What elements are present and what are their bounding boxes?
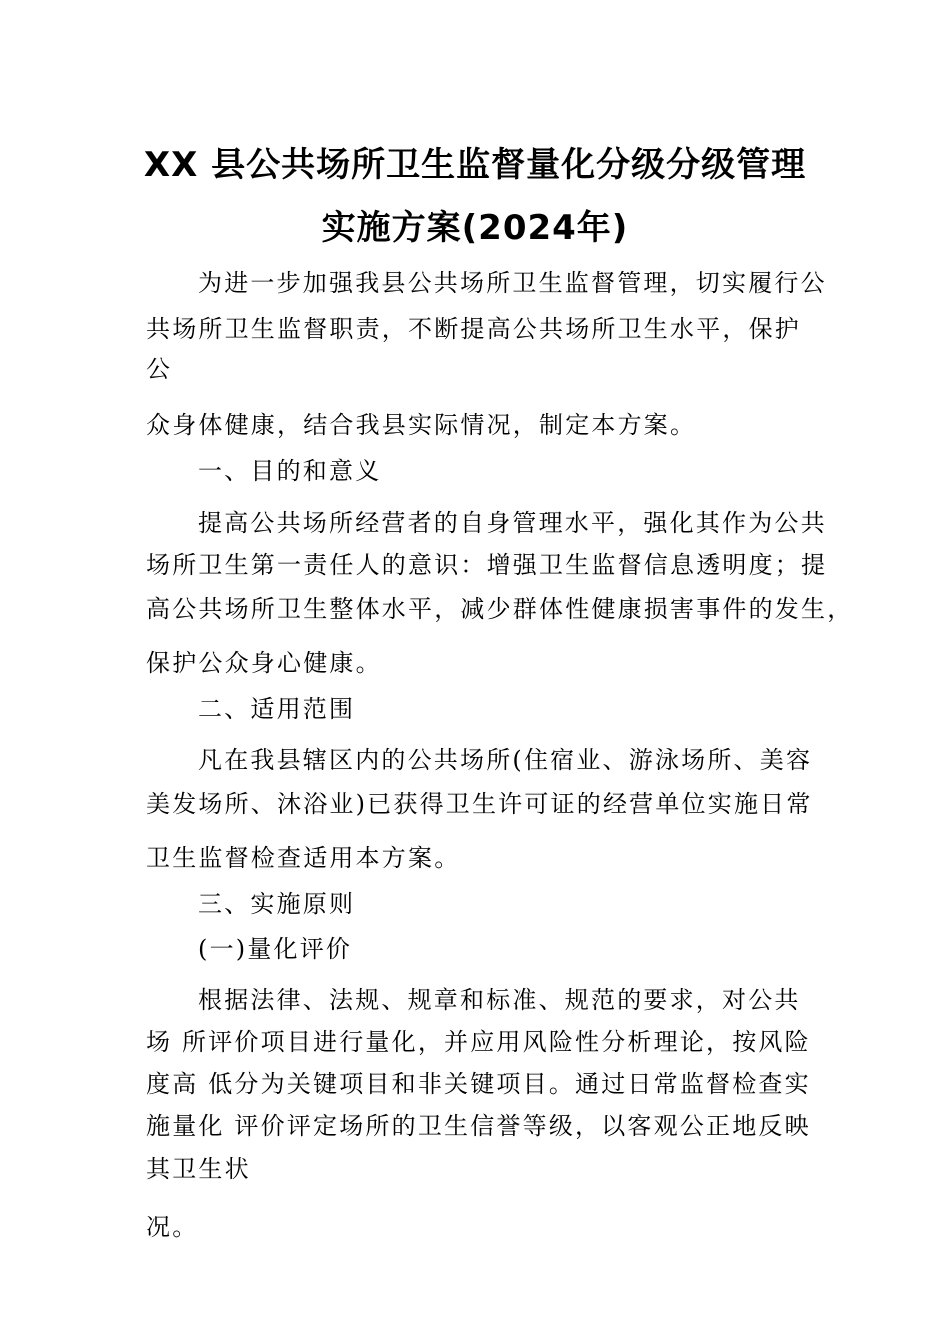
body-line: 凡在我县辖区内的公共场所(住宿业、游泳场所、美容 [198, 746, 813, 774]
section-heading: 二、适用范围 [198, 695, 356, 723]
body-line: 施量化 评价评定场所的卫生信誉等级，以客观公正地反映 [146, 1112, 811, 1140]
body-line: 度高 低分为关键项目和非关键项目。通过日常监督检查实 [146, 1070, 811, 1098]
document-title-line-2: 实施方案(2024年) [321, 208, 629, 248]
body-line: 高公共场所卫生整体水平，减少群体性健康损害事件的发生， [146, 595, 854, 623]
body-line: 况。 [146, 1213, 199, 1241]
body-line: 美发场所、沐浴业)已获得卫生许可证的经营单位实施日常 [146, 790, 813, 818]
body-line: 场 所评价项目进行量化，并应用风险性分析理论，按风险 [146, 1028, 811, 1056]
body-line: 卫生监督检查适用本方案。 [146, 844, 461, 872]
section-heading: 一、目的和意义 [198, 457, 382, 485]
subsection-heading: (一)量化评价 [198, 935, 353, 963]
body-line: 根据法律、法规、规章和标准、规范的要求，对公共 [198, 986, 801, 1014]
body-line: 提高公共场所经营者的自身管理水平，强化其作为公共 [198, 509, 827, 537]
section-heading: 三、实施原则 [198, 890, 356, 918]
body-line: 场所卫生第一责任人的意识：增强卫生监督信息透明度；提 [146, 551, 828, 579]
document-title-line-1: XX 县公共场所卫生监督量化分级分级管理 [143, 145, 807, 185]
body-line: 其卫生状 [146, 1155, 251, 1183]
body-line: 共场所卫生监督职责，不断提高公共场所卫生水平，保护 [146, 315, 801, 343]
body-line: 为进一步加强我县公共场所卫生监督管理，切实履行公 [198, 269, 827, 297]
body-line: 公 [146, 355, 173, 383]
body-line: 众身体健康，结合我县实际情况，制定本方案。 [146, 411, 697, 439]
body-line: 保护公众身心健康。 [146, 649, 382, 677]
